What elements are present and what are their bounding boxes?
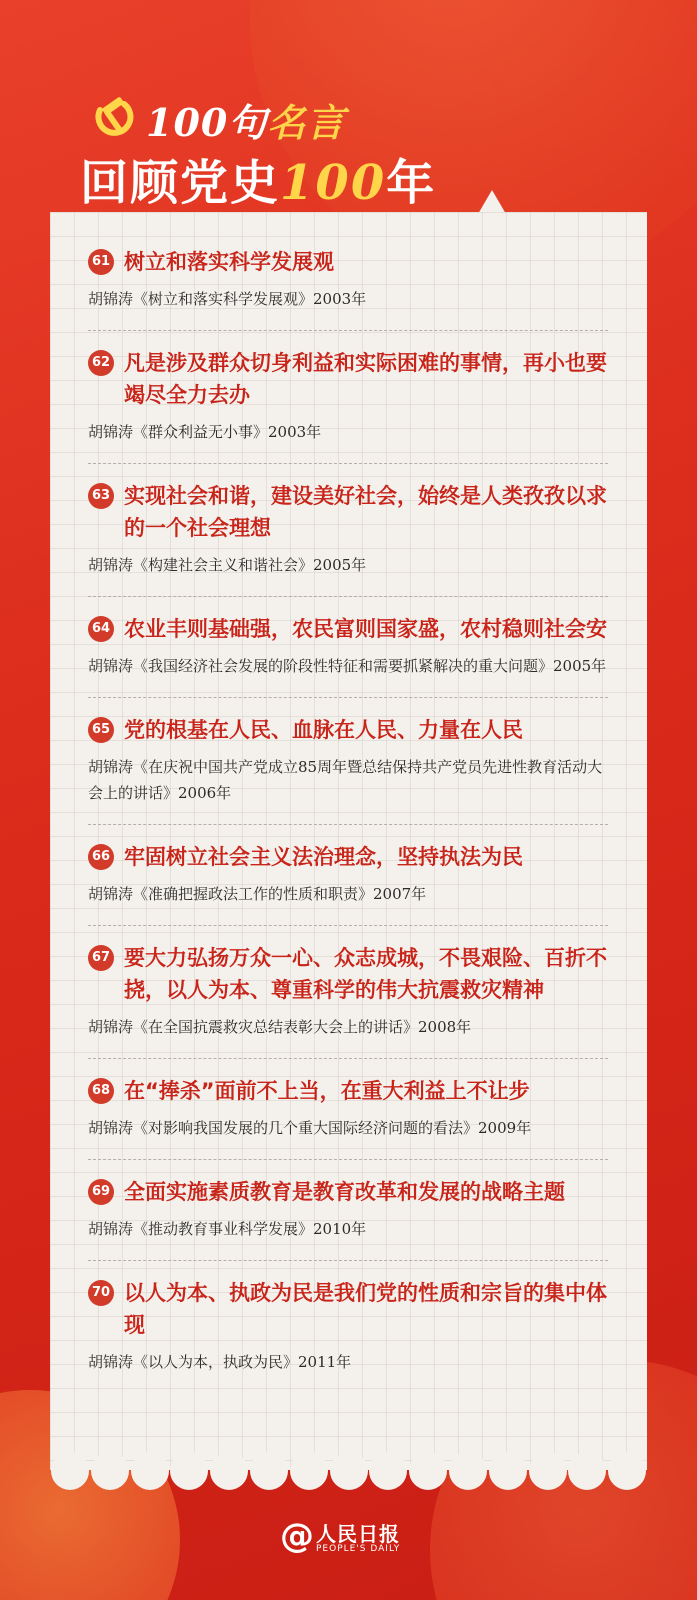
quote-source: 胡锦涛《对影响我国发展的几个重大国际经济问题的看法》2009年 [88, 1119, 532, 1137]
scallop [529, 1452, 567, 1490]
quote-number-badge: 70 [88, 1280, 114, 1306]
quote-text: 70 以人为本、执政为民是我们党的性质和宗旨的集中体现 [88, 1277, 608, 1341]
quote-source: 胡锦涛《准确把握政法工作的性质和职责》2007年 [88, 885, 427, 903]
quote-number-badge: 65 [88, 717, 114, 743]
quote-source: 胡锦涛《我国经济社会发展的阶段性特征和需要抓紧解决的重大问题》2005年 [88, 657, 607, 675]
scallop [131, 1452, 169, 1490]
quote-text: 65 党的根基在人民、血脉在人民、力量在人民 [88, 714, 608, 746]
scallop [91, 1452, 129, 1490]
list-item [88, 1277, 608, 1393]
scallop [409, 1452, 447, 1490]
list-item [88, 246, 608, 331]
scallop [51, 1452, 89, 1490]
quote-number-badge: 69 [88, 1179, 114, 1205]
poster-title: 100句名言 [146, 100, 346, 145]
scallop [449, 1452, 487, 1490]
scallop [210, 1452, 248, 1490]
logo-subtitle: PEOPLE'S DAILY [316, 1544, 401, 1554]
list-item [88, 347, 608, 464]
quote-number-badge: 61 [88, 249, 114, 275]
scallop [330, 1452, 368, 1490]
quote-number-badge: 68 [88, 1078, 114, 1104]
quote-source: 胡锦涛《构建社会主义和谐社会》2005年 [88, 556, 367, 574]
quote-number-badge: 62 [88, 350, 114, 376]
list-item [88, 841, 608, 926]
quote-text: 64 农业丰则基础强，农民富则国家盛，农村稳则社会安 [88, 613, 608, 645]
scallop [290, 1452, 328, 1490]
quote-source: 胡锦涛《在庆祝中国共产党成立85周年暨总结保持共产党员先进性教育活动大会上的讲话》2006年 [88, 758, 603, 802]
quote-text: 68 在“捧杀”面前不上当，在重大利益上不让步 [88, 1075, 608, 1107]
weibo-at-icon: @ [280, 1516, 314, 1556]
quote-number-badge: 64 [88, 616, 114, 642]
poster-subtitle: 回顾党史100年 [80, 155, 437, 211]
quote-text: 69 全面实施素质教育是教育改革和发展的战略主题 [88, 1176, 608, 1208]
speech-bubble-tail [478, 190, 506, 214]
scallop [170, 1452, 208, 1490]
quote-number-badge: 67 [88, 945, 114, 971]
quote-source: 胡锦涛《树立和落实科学发展观》2003年 [88, 290, 367, 308]
list-item [88, 1075, 608, 1160]
quote-source: 胡锦涛《群众利益无小事》2003年 [88, 423, 322, 441]
quote-text: 61 树立和落实科学发展观 [88, 246, 608, 278]
list-item [88, 613, 608, 698]
quote-text: 66 牢固树立社会主义法治理念，坚持执法为民 [88, 841, 608, 873]
scallop [369, 1452, 407, 1490]
quote-source: 胡锦涛《以人为本，执政为民》2011年 [88, 1353, 352, 1371]
list-item [88, 714, 608, 825]
hammer-sickle-icon [90, 94, 138, 142]
quote-number-badge: 63 [88, 483, 114, 509]
quote-source: 胡锦涛《在全国抗震救灾总结表彰大会上的讲话》2008年 [88, 1018, 472, 1036]
quote-text: 62 凡是涉及群众切身利益和实际困难的事情，再小也要竭尽全力去办 [88, 347, 608, 411]
quote-source: 胡锦涛《推动教育事业科学发展》2010年 [88, 1220, 367, 1238]
list-item [88, 480, 608, 597]
quote-list [88, 246, 608, 1409]
quote-text: 67 要大力弘扬万众一心、众志成城，不畏艰险、百折不挠，以人为本、尊重科学的伟大抗震救灾精神 [88, 942, 608, 1006]
scallop [489, 1452, 527, 1490]
scallop [250, 1452, 288, 1490]
scalloped-edge [50, 1452, 647, 1492]
list-item [88, 1176, 608, 1261]
list-item [88, 942, 608, 1059]
scallop [608, 1452, 646, 1490]
logo-name: 人民日报 [316, 1522, 400, 1546]
quote-number-badge: 66 [88, 844, 114, 870]
quote-text: 63 实现社会和谐，建设美好社会，始终是人类孜孜以求的一个社会理想 [88, 480, 608, 544]
scallop [568, 1452, 606, 1490]
